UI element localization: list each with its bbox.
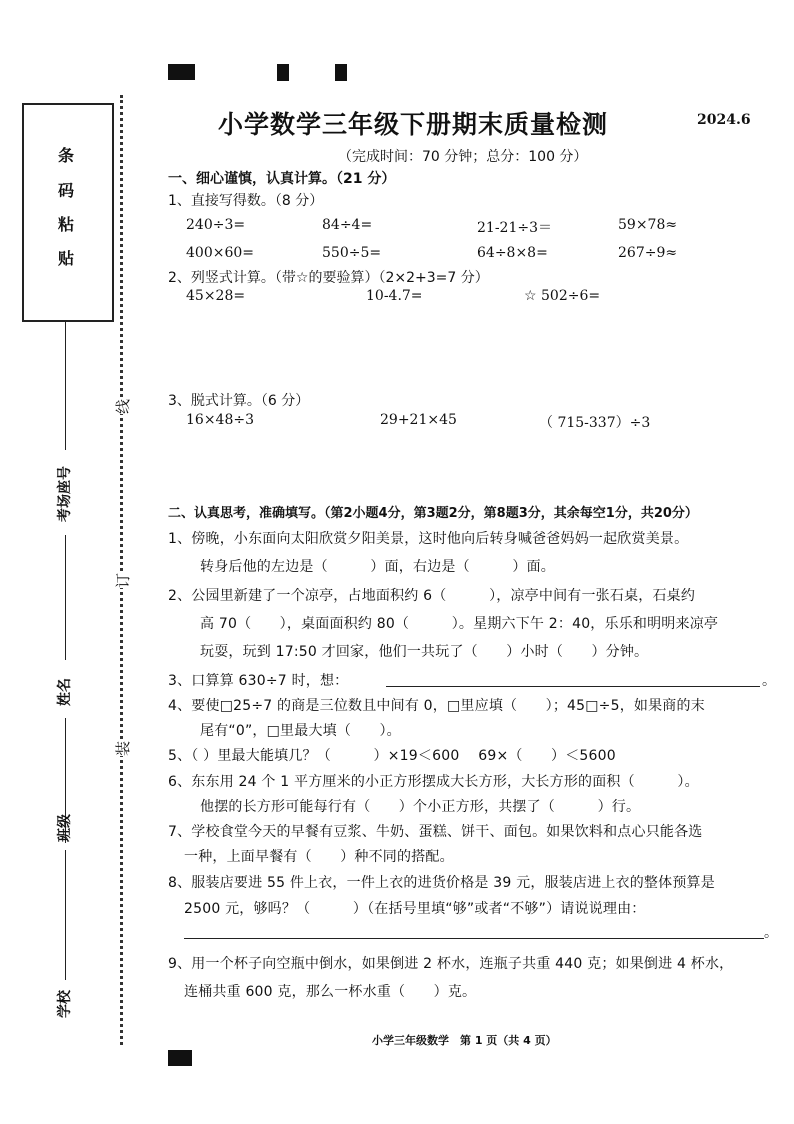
calc-item: 400×60= bbox=[186, 245, 254, 261]
school-label: 学校 bbox=[57, 990, 73, 1018]
question-title: 3、脱式计算。（6 分） bbox=[168, 393, 310, 409]
question-line: 高 70（ ），桌面面积约 80（ ）。星期六下午 2：40，乐乐和明明来凉亭 bbox=[200, 616, 719, 632]
question-line: 1、傍晚，小东面向太阳欣赏夕阳美景，这时他向后转身喊爸爸妈妈一起欣赏美景。 bbox=[168, 531, 689, 547]
barcode-label-char: 贴 bbox=[58, 249, 75, 268]
exam-date: 2024.6 bbox=[697, 112, 751, 128]
question-title: 2、列竖式计算。（带☆的要验算）（2×2+3=7 分） bbox=[168, 270, 489, 286]
calc-item: 267÷9≈ bbox=[618, 245, 678, 261]
calc-item: 21-21÷3＝ bbox=[477, 220, 552, 236]
question-line: 他摆的长方形可能每行有（ ）个小正方形，共摆了（ ）行。 bbox=[200, 799, 641, 815]
registration-mark bbox=[168, 64, 195, 80]
calc-item: （ 715-337）÷3 bbox=[539, 415, 651, 431]
calc-item: 59×78≈ bbox=[618, 217, 678, 233]
registration-mark bbox=[277, 64, 289, 81]
calc-item: 550÷5= bbox=[322, 245, 382, 261]
question-line: 3、口算算 630÷7 时，想： bbox=[168, 673, 349, 689]
class-label: 班级 bbox=[57, 814, 73, 842]
question-line: 7、学校食堂今天的早餐有豆浆、牛奶、蛋糕、饼干、面包。如果饮料和点心只能各选 bbox=[168, 824, 703, 840]
section-heading: 二、认真思考，准确填写。（第2小题4分，第3题2分，第8题3分，其余每空1分，共20分） bbox=[168, 506, 698, 521]
calc-item: 16×48÷3 bbox=[186, 412, 254, 428]
question-line: 尾有“0”，□里最大填（ ）。 bbox=[200, 723, 401, 739]
calc-item: 29+21×45 bbox=[380, 412, 457, 428]
calc-item: 84÷4= bbox=[322, 217, 373, 233]
question-line: 6、东东用 24 个 1 平方厘米的小正方形摆成大长方形，大长方形的面积（ ）。 bbox=[168, 774, 699, 790]
question-line: 2500 元，够吗？（ ）（在括号里填“够”或者“不够”）请说说理由： bbox=[184, 901, 646, 917]
cut-line-char: 装 bbox=[114, 740, 133, 757]
question-line: 玩耍，玩到 17:50 才回家，他们一共玩了（ ）小时（ ）分钟。 bbox=[200, 644, 649, 660]
cut-line-char: 线 bbox=[114, 398, 133, 415]
question-line: 9、用一个杯子向空瓶中倒水，如果倒进 2 杯水，连瓶子共重 440 克；如果倒进 4 杯水， bbox=[168, 956, 734, 972]
registration-mark bbox=[168, 1050, 192, 1066]
answer-line bbox=[386, 686, 760, 687]
question-line: 4、要使□25÷7 的商是三位数且中间有 0，□里应填（ ）；45□÷5，如果商的末 bbox=[168, 698, 705, 714]
barcode-label-char: 码 bbox=[58, 181, 75, 200]
question-line: 2、公园里新建了一个凉亭，占地面积约 6（ ），凉亭中间有一张石桌，石桌约 bbox=[168, 588, 696, 604]
question-line: 转身后他的左边是（ ）面，右边是（ ）面。 bbox=[200, 559, 555, 575]
calc-item: 10-4.7= bbox=[366, 288, 423, 304]
question-line: 8、服装店要进 55 件上衣，一件上衣的进货价格是 39 元，服装店进上衣的整体预算是 bbox=[168, 875, 715, 891]
page-title: 小学数学三年级下册期末质量检测 bbox=[218, 110, 609, 139]
school-field-line bbox=[65, 850, 66, 980]
question-title: 1、直接写得数。（8 分） bbox=[168, 193, 324, 209]
cut-line-char: 订 bbox=[114, 572, 133, 589]
question-line: 5、（ ）里最大能填几？（ ）×19＜600 69×（ ）＜5600 bbox=[168, 748, 616, 764]
registration-mark bbox=[335, 64, 347, 81]
line-end-period: 。 bbox=[762, 673, 777, 689]
calc-item: 64÷8×8= bbox=[477, 245, 548, 261]
page-footer: 小学三年级数学 第 1 页（共 4 页） bbox=[372, 1034, 557, 1047]
line-end-period: 。 bbox=[764, 925, 779, 941]
barcode-label-char: 粘 bbox=[58, 215, 75, 234]
binding-cut-line bbox=[120, 95, 123, 1045]
question-line: 连桶共重 600 克，那么一杯水重（ ）克。 bbox=[184, 984, 477, 1000]
barcode-label-char: 条 bbox=[58, 146, 75, 165]
exam-seat-field-line bbox=[65, 320, 66, 450]
calc-item: 240÷3= bbox=[186, 217, 246, 233]
name-field-line bbox=[65, 535, 66, 660]
answer-line bbox=[184, 938, 764, 939]
section-heading: 一、细心谨慎，认真计算。（21 分） bbox=[168, 171, 396, 187]
exam-seat-label: 考场座号 bbox=[57, 466, 73, 522]
calc-item: ☆ 502÷6= bbox=[524, 288, 601, 304]
question-line: 一种，上面早餐有（ ）种不同的搭配。 bbox=[184, 849, 454, 865]
calc-item: 45×28= bbox=[186, 288, 246, 304]
name-label: 姓名 bbox=[57, 678, 73, 706]
exam-info: （完成时间：70 分钟；总分：100 分） bbox=[338, 149, 588, 165]
